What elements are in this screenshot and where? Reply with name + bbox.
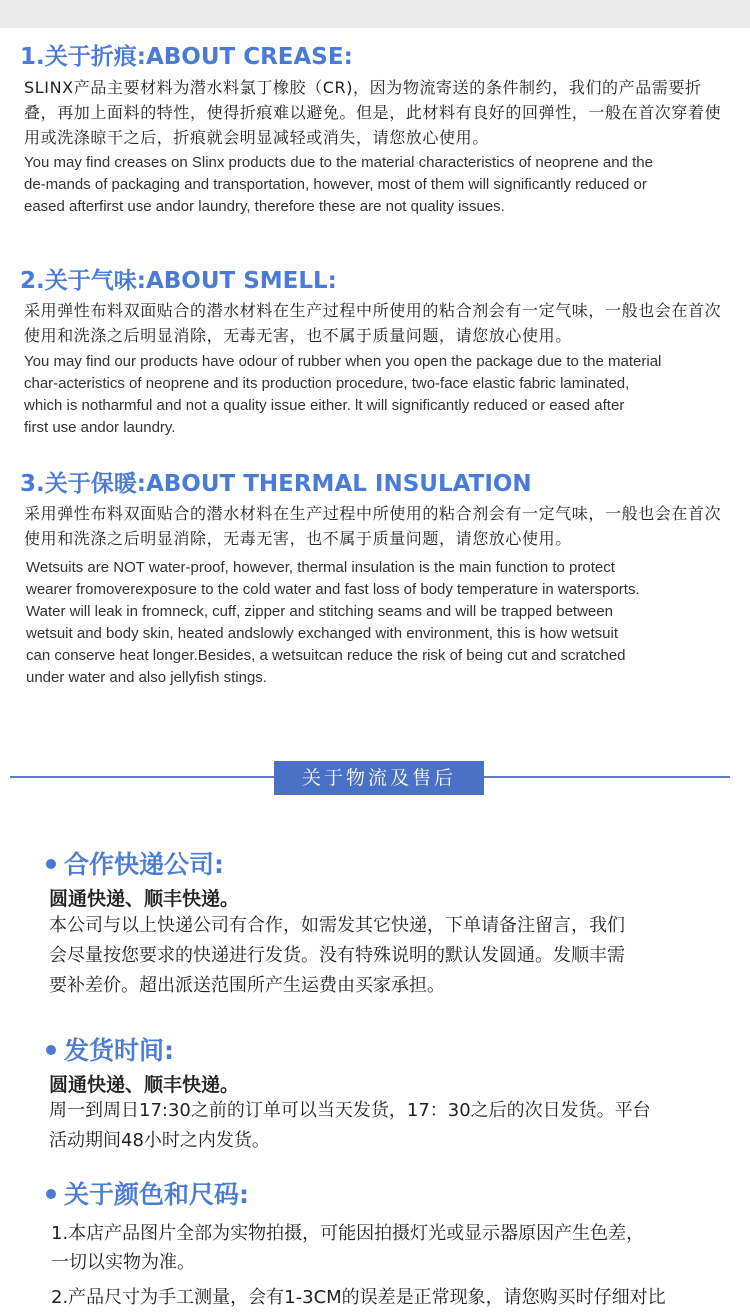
crease-en-line: de-mands of packaging and transportation, however, most of them will significantly reduced or: [24, 176, 647, 193]
color-size-heading: [46, 1175, 249, 1211]
crease-en-line: You may find creases on Slinx products due to the material characteristics of neoprene and the: [24, 154, 653, 171]
crease-zh-text: SLINX产品主要材料为潜水料氯丁橡胶（CR)，因为物流寄送的条件制约，我们的产品需要折叠，再加上面料的特性，使得折痕难以避免。但是，此材料有良好的回弹性，一般在首次穿着使用或洗涤晾干之后，折痕就会明显减轻或消失，请您放心使用。: [24, 78, 722, 147]
thermal-en-line: can conserve heat longer.Besides, a wetsuitcan reduce the risk of being cut and scratched: [26, 647, 626, 664]
courier-heading: [46, 845, 224, 881]
smell-heading: 2.关于气味:ABOUT SMELL:: [20, 268, 337, 294]
thermal-en-text: [26, 557, 736, 689]
thermal-en-line: Water will leak in fromneck, cuff, zipper and stitching seams and will be trapped between: [26, 603, 613, 620]
smell-zh-text: 采用弹性布料双面贴合的潜水材料在生产过程中所使用的粘合剂会有一定气味，一般也会在首次使用和洗涤之后明显消除，无毒无害，也不属于质量问题，请您放心使用。: [24, 301, 722, 345]
shipping-time-heading: [46, 1031, 174, 1067]
smell-en-line: which is notharmful and not a quality issue either. lt will significantly reduced or eased after: [24, 397, 625, 414]
shipping-time-body: [49, 1096, 689, 1156]
smell-en-line: first use andor laundry.: [24, 419, 176, 436]
courier-body-line: 要补差价。超出派送范围所产生运费由买家承担。: [49, 975, 445, 996]
color-size-body: [51, 1219, 691, 1312]
shipping-time-heading-text: 发货时间:: [64, 1036, 174, 1065]
crease-heading: 1.关于折痕:ABOUT CREASE:: [20, 44, 353, 70]
thermal-heading: 3.关于保暖:ABOUT THERMAL INSULATION: [20, 471, 532, 497]
shipping-time-subheading: 圆通快递、顺丰快递。: [49, 1074, 240, 1096]
thermal-en-line: wearer fromoverexposure to the cold water and fast loss of body temperature in watersports.: [26, 581, 640, 598]
courier-body-line: 会尽量按您要求的快递进行发货。没有特殊说明的默认发圆通。发顺丰需: [49, 945, 625, 966]
crease-en-line: eased afterfirst use andor laundry, therefore these are not quality issues.: [24, 198, 505, 215]
bullet-dot-icon: [46, 1045, 56, 1055]
courier-heading-text: 合作快递公司:: [64, 850, 224, 879]
thermal-zh-text: 采用弹性布料双面贴合的潜水材料在生产过程中所使用的粘合剂会有一定气味，一般也会在首次使用和洗涤之后明显消除，无毒无害，也不属于质量问题，请您放心使用。: [24, 504, 722, 548]
color-size-body-line: 2.产品尺寸为手工测量，会有1-3CM的误差是正常现象，请您购买时仔细对比: [51, 1287, 666, 1308]
crease-en-text: [24, 152, 734, 218]
smell-en-text: [24, 351, 734, 439]
shipping-time-body-line: 周一到周日17:30之前的订单可以当天发货，17：30之后的次日发货。平台: [49, 1100, 651, 1121]
color-size-body-line: 一切以实物为准。: [51, 1252, 195, 1273]
thermal-en-line: Wetsuits are NOT water-proof, however, thermal insulation is the main function to protect: [26, 559, 615, 576]
courier-body-line: 本公司与以上快递公司有合作，如需发其它快递，下单请备注留言，我们: [49, 915, 625, 936]
smell-en-line: You may find our products have odour of rubber when you open the package due to the material: [24, 353, 662, 370]
courier-body: [49, 911, 689, 1001]
thermal-en-line: wetsuit and body skin, heated andslowly exchanged with environment, this is how wetsuit: [26, 625, 618, 642]
color-size-body-line: 1.本店产品图片全部为实物拍摄，可能因拍摄灯光或显示器原因产生色差，: [51, 1223, 645, 1244]
color-size-heading-text: 关于颜色和尺码:: [64, 1180, 249, 1209]
shipping-time-body-line: 活动期间48小时之内发货。: [49, 1130, 270, 1151]
courier-subheading: 圆通快递、顺丰快递。: [49, 888, 240, 910]
bullet-dot-icon: [46, 859, 56, 869]
top-gray-band: [0, 0, 750, 28]
logistics-banner: 关于物流及售后: [274, 761, 484, 795]
thermal-en-line: under water and also jellyfish stings.: [26, 669, 267, 686]
smell-en-line: char-acteristics of neoprene and its production procedure, two-face elastic fabric laminated,: [24, 375, 630, 392]
bullet-dot-icon: [46, 1189, 56, 1199]
